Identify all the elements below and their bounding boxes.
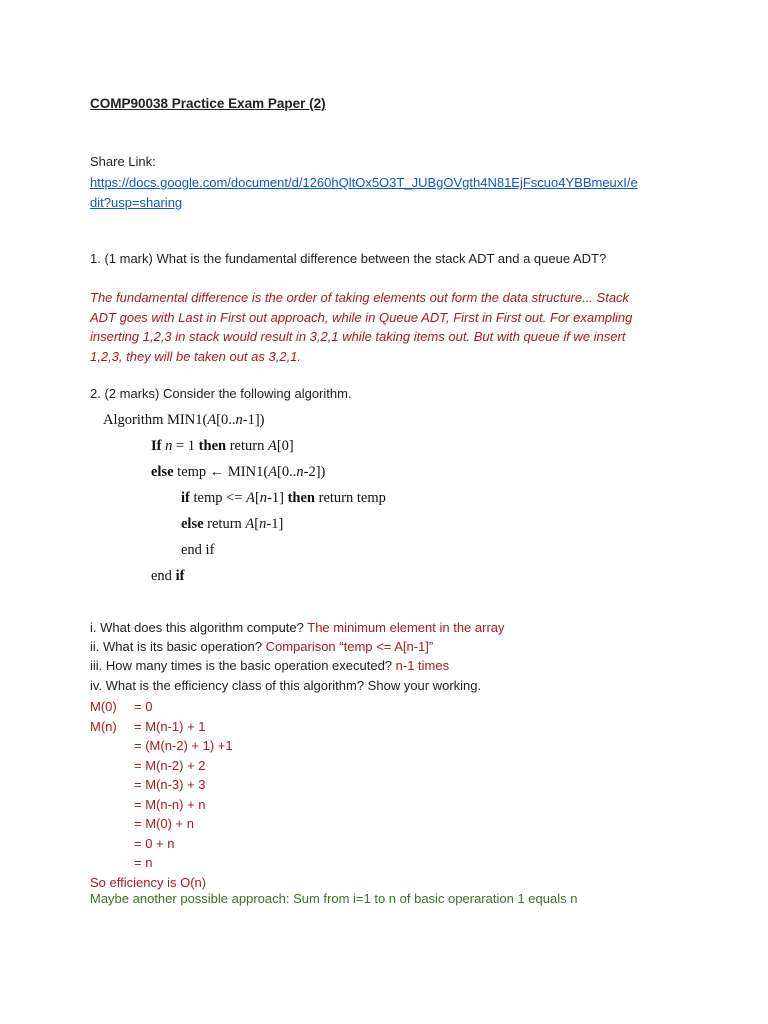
alternative-approach: Maybe another possible approach: Sum from i=1 to n of basic operaration 1 equals n — [90, 891, 578, 906]
algo-text: Algorithm MIN1( — [103, 412, 208, 428]
algo-var: n — [296, 464, 304, 480]
sub-answer-text: n-1 times — [395, 658, 450, 673]
answer-1-line: ADT goes with Last in First out approach, while in Queue ADT, First in First out. For exampling — [90, 309, 633, 325]
algo-text: -1] — [267, 490, 288, 506]
algo-text: [ — [254, 516, 260, 532]
algo-var: A — [207, 412, 217, 428]
sub-question-i — [90, 620, 505, 635]
algo-text: end — [151, 568, 176, 584]
working-rhs: = M(n-1) + 1 — [134, 718, 206, 734]
algo-text: return — [203, 516, 246, 532]
working-rhs: = M(n-2) + 2 — [134, 757, 206, 773]
working-line — [90, 756, 233, 776]
algo-text: -1] — [266, 516, 284, 532]
algorithm-line-1 — [103, 412, 265, 429]
algo-text: return temp — [315, 490, 386, 506]
working-rhs: = M(0) + n — [134, 816, 194, 831]
algo-text: [ — [254, 490, 260, 506]
answer-1-line: inserting 1,2,3 in stack would result in 3,2,1 while taking items out. But with queue if we insert — [90, 329, 626, 344]
algo-text: = 1 — [172, 438, 199, 454]
algo-keyword: if — [175, 568, 185, 584]
algo-keyword: If — [151, 438, 162, 454]
working-rhs: = 0 + n — [134, 835, 175, 851]
algo-keyword: then — [287, 490, 315, 506]
working-line — [90, 795, 233, 815]
working-line — [90, 775, 233, 795]
working-line — [90, 717, 233, 737]
share-link-url[interactable] — [90, 173, 690, 212]
sub-question-text: iii. How many times is the basic operation executed? — [90, 658, 396, 673]
sub-question-text: i. What does this algorithm compute? — [90, 620, 308, 635]
sub-question-text: ii. What is its basic operation? — [90, 639, 266, 654]
algorithm-line-3 — [151, 464, 325, 481]
working-line — [90, 834, 233, 854]
share-url-line-1[interactable]: https://docs.google.com/document/d/1260hQltOx5O3T_JUBgOVgth4N81EjFscuo4YBBmeuxI/e — [90, 175, 638, 190]
algo-keyword: else — [151, 464, 174, 480]
algo-text: temp ← MIN1( — [173, 464, 269, 480]
algo-var: A — [246, 490, 255, 506]
algorithm-line-4 — [181, 490, 386, 507]
share-url-line-2[interactable]: dit?usp=sharing — [90, 194, 183, 210]
algo-var: n — [165, 438, 173, 454]
algo-text: -1]) — [242, 412, 265, 428]
algo-var: A — [268, 464, 278, 480]
working-line — [90, 736, 233, 756]
algo-text: -2]) — [303, 464, 326, 480]
algo-text: [0] — [276, 438, 294, 454]
working-rhs: = (M(n-2) + 1) +1 — [134, 738, 233, 753]
algo-var: n — [259, 490, 268, 506]
algo-var: A — [267, 438, 277, 454]
algo-text: temp <= — [189, 490, 247, 506]
sub-question-ii — [90, 639, 433, 654]
algo-keyword: then — [198, 438, 227, 454]
share-link-label: Share Link: — [90, 154, 156, 169]
algorithm-line-6: end if — [181, 542, 215, 558]
sub-answer-text: Comparison “temp <= A[n-1]” — [265, 639, 434, 654]
working-block — [90, 697, 233, 892]
algo-var: A — [245, 516, 255, 532]
working-rhs: = M(n-n) + n — [134, 796, 206, 812]
working-rhs: = n — [134, 855, 153, 870]
algo-keyword: else — [181, 516, 204, 532]
question-1: 1. (1 mark) What is the fundamental difference between the stack ADT and a queue ADT? — [90, 251, 607, 266]
sub-answer-text: The minimum element in the array — [307, 620, 505, 635]
algo-var: n — [259, 516, 267, 532]
working-lhs: M(0) — [90, 699, 117, 714]
working-rhs: = 0 — [134, 699, 153, 714]
working-line — [90, 853, 233, 873]
working-line — [90, 814, 233, 834]
algo-text: return — [226, 438, 268, 454]
sub-question-iii — [90, 658, 449, 673]
algo-var: n — [235, 412, 243, 428]
algorithm-line-2 — [151, 438, 294, 455]
answer-1 — [90, 288, 632, 366]
question-2: 2. (2 marks) Consider the following algorithm. — [90, 386, 352, 401]
answer-1-line: 1,2,3, they will be taken out as 3,2,1. — [90, 348, 302, 364]
algorithm-line-5 — [181, 516, 283, 533]
algo-keyword: if — [181, 490, 190, 506]
answer-1-line: The fundamental difference is the order of taking elements out form the data structure... Stack — [90, 290, 630, 305]
working-lhs: M(n) — [90, 718, 117, 734]
conclusion: So efficiency is O(n) — [90, 874, 207, 890]
algo-text: [0.. — [216, 412, 236, 428]
document-title: COMP90038 Practice Exam Paper (2) — [90, 96, 326, 111]
working-line — [90, 697, 233, 717]
working-rhs: = M(n-3) + 3 — [134, 777, 206, 792]
algorithm-line-7 — [151, 568, 184, 585]
sub-question-iv: iv. What is the efficiency class of this algorithm? Show your working. — [90, 678, 482, 693]
algo-text: [0.. — [277, 464, 297, 480]
